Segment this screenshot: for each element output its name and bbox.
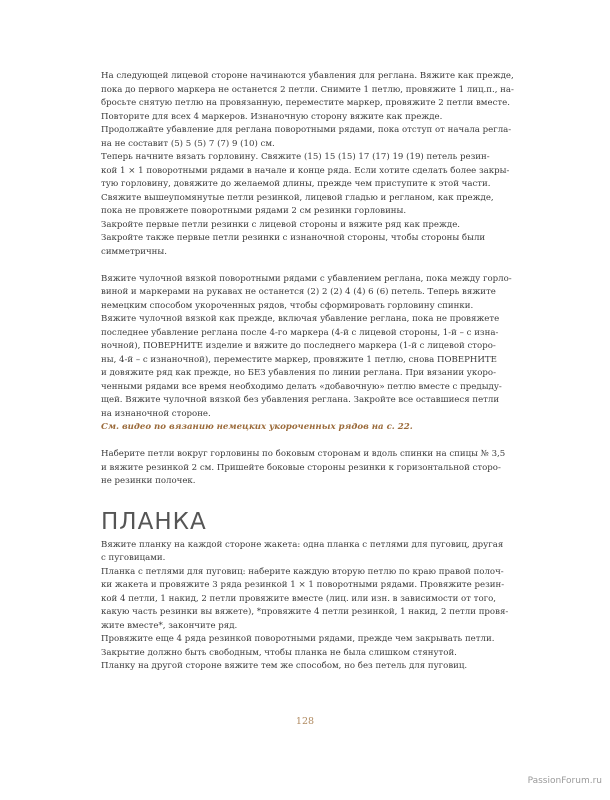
text-line: симметричны. bbox=[101, 246, 167, 257]
paragraph-gap bbox=[101, 435, 519, 449]
text-line: Вяжите чулочной вязкой как прежде, включая убавление реглана, пока не провяжете bbox=[101, 314, 500, 324]
text-line: на не составит (5) 5 (5) 7 (7) 9 (10) см. bbox=[101, 138, 275, 149]
neckband-section bbox=[101, 448, 519, 489]
button-band-section bbox=[101, 539, 519, 674]
text-line: Повторите для всех 4 маркеров. Изнаночную сторону вяжите как прежде. bbox=[101, 111, 443, 122]
watermark: PassionForum.ru bbox=[527, 776, 602, 786]
video-reference: См. видео по вязанию немецких укороченных рядов на с. 22. bbox=[101, 422, 413, 432]
text-line: Вяжите планку на каждой стороне жакета: одна планка с петлями для пуговиц, другая bbox=[101, 539, 504, 550]
text-line: не резинки полочек. bbox=[101, 476, 196, 486]
text-line: кой 1 × 1 поворотными рядами в начале и конце ряда. Если хотите сделать более закры- bbox=[101, 165, 510, 176]
text-line: Планку на другой стороне вяжите тем же способом, но без петель для пуговиц. bbox=[101, 661, 468, 671]
text-line: ченными рядами все время необходимо делать «добавочную» петлю вместе с предыду- bbox=[101, 381, 502, 392]
text-line: ны, 4-й – с изнаночной), переместите маркер, провяжите 1 петлю, снова ПОВЕРНИТЕ bbox=[101, 354, 497, 365]
text-line: Наберите петли вокруг горловины по боковым сторонам и вдоль спинки на спицы № 3,5 bbox=[101, 449, 506, 459]
text-line: На следующей лицевой стороне начинаются убавления для реглана. Вяжите как прежде, bbox=[101, 71, 514, 81]
raglan-decrease-section bbox=[101, 70, 519, 259]
text-line: бросьте снятую петлю на провязанную, переместите маркер, провяжите 2 петли вместе. bbox=[101, 98, 510, 108]
section-heading: ПЛАНКА bbox=[101, 508, 207, 535]
text-line: Закрытие должно быть свободным, чтобы планка не была слишком стянутой. bbox=[101, 647, 457, 658]
text-line: и довяжите ряд как прежде, но БЕЗ убавления по линии реглана. При вязании укоро- bbox=[101, 368, 496, 378]
text-line: ночной), ПОВЕРНИТЕ изделие и вяжите до последнего маркера (1-й с лицевой сторо- bbox=[101, 341, 496, 351]
text-line: кой 4 петли, 1 накид, 2 петли провяжите вместе (лиц. или изн. в зависимости от того, bbox=[101, 593, 497, 604]
text-line: на изнаночной стороне. bbox=[101, 408, 211, 419]
text-line: Закройте также первые петли резинки с изнаночной стороны, чтобы стороны были bbox=[101, 233, 486, 243]
text-line: Продолжайте убавление для реглана поворотными рядами, пока отступ от начала регла- bbox=[101, 125, 512, 135]
text-line: Свяжите вышеупомянутые петли резинкой, лицевой гладью и регланом, как прежде, bbox=[101, 192, 494, 203]
text-line: пока до первого маркера не останется 2 петли. Снимите 1 петлю, провяжите 1 лиц.п., на- bbox=[101, 84, 514, 95]
short-rows-section bbox=[101, 273, 519, 435]
text-line: последнее убавление реглана после 4-го маркера (4-й с лицевой стороны, 1-й – с изна- bbox=[101, 327, 499, 338]
text-line: Планка с петлями для пуговиц: наберите каждую вторую петлю по краю правой полоч- bbox=[101, 566, 504, 577]
text-line: жите вместе*, закончите ряд. bbox=[101, 620, 238, 631]
text-line: Теперь начните вязать горловину. Свяжите (15) 15 (15) 17 (17) 19 (19) петель резин- bbox=[101, 152, 490, 162]
text-line: пока не провяжете поворотными рядами 2 см резинки горловины. bbox=[101, 206, 407, 216]
page-number: 128 bbox=[295, 716, 315, 727]
page-content bbox=[101, 70, 519, 674]
text-line: виной и маркерами на рукавах не останется (2) 2 (2) 4 (4) 6 (6) петель. Теперь вяжите bbox=[101, 287, 496, 297]
text-line: и вяжите резинкой 2 см. Пришейте боковые стороны резинки к горизонтальной сторо- bbox=[101, 462, 501, 473]
text-line: Провяжите еще 4 ряда резинкой поворотными рядами, прежде чем закрывать петли. bbox=[101, 634, 495, 644]
paragraph-gap bbox=[101, 259, 519, 273]
text-line: ки жакета и провяжите 3 ряда резинкой 1 × 1 поворотными рядами. Провяжите резин- bbox=[101, 580, 505, 590]
text-line: немецким способом укороченных рядов, чтобы сформировать горловину спинки. bbox=[101, 300, 474, 311]
text-line: щей. Вяжите чулочной вязкой без убавления реглана. Закройте все оставшиеся петли bbox=[101, 395, 500, 405]
text-line: тую горловину, довяжите до желаемой длины, прежде чем приступите к этой части. bbox=[101, 179, 491, 189]
text-line: Закройте первые петли резинки с лицевой стороны и вяжите ряд как прежде. bbox=[101, 219, 461, 230]
text-line: Вяжите чулочной вязкой поворотными рядами с убавлением реглана, пока между горло- bbox=[101, 273, 512, 284]
text-line: с пуговицами. bbox=[101, 553, 166, 563]
text-line: какую часть резинки вы вяжете), *провяжите 4 петли резинкой, 1 накид, 2 петли провя- bbox=[101, 607, 509, 617]
